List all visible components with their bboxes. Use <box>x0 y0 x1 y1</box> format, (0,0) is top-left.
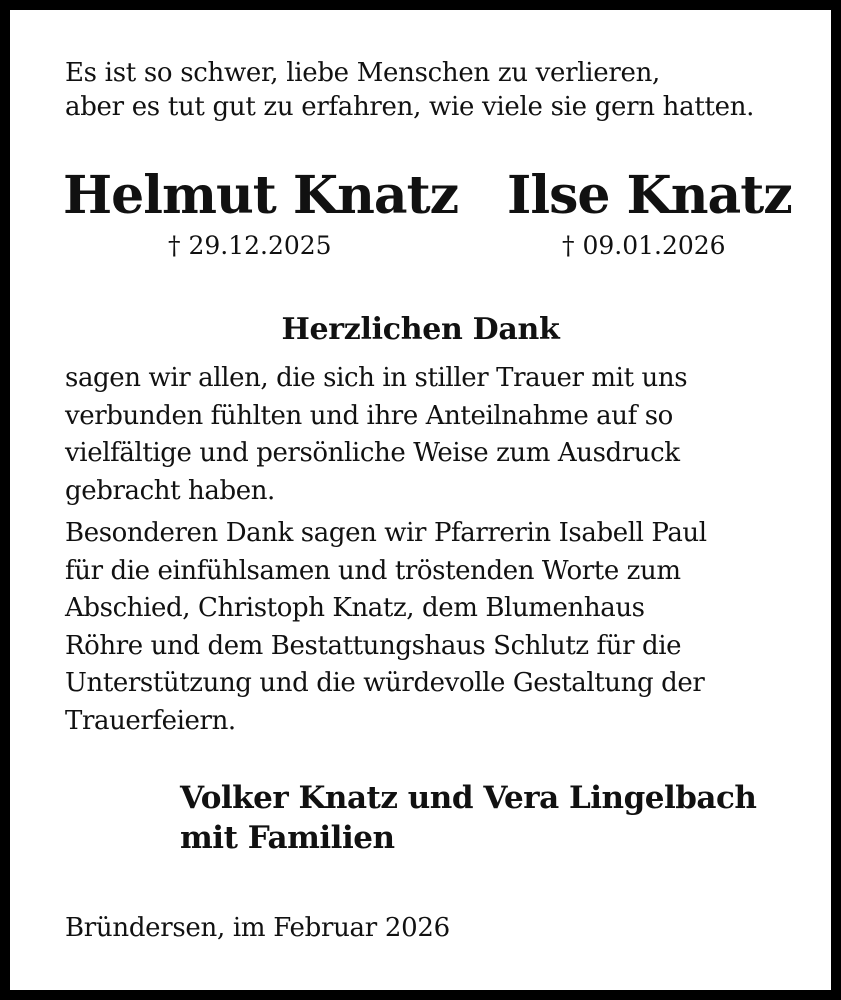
thanks-paragraph-2 <box>65 515 805 740</box>
paragraph-line: Trauerfeiern. <box>65 705 236 736</box>
motto <box>65 56 805 124</box>
place-date: Bründersen, im Februar 2026 <box>65 913 450 943</box>
motto-line: aber es tut gut zu erfahren, wie viele sie gern hatten. <box>65 92 755 122</box>
paragraph-line: sagen wir allen, die sich in stiller Trauer mit uns <box>65 363 688 393</box>
signers <box>180 778 756 858</box>
motto-line: Es ist so schwer, liebe Menschen zu verlieren, <box>65 58 660 88</box>
paragraph-line: verbunden fühlten und ihre Anteilnahme auf so <box>65 400 673 431</box>
paragraph-line: vielfältige und persönliche Weise zum Ausdruck <box>65 438 680 468</box>
thanks-paragraph-1 <box>65 360 805 510</box>
death-date-ilse: † 09.01.2026 <box>562 231 726 260</box>
deceased-name-ilse: Ilse Knatz <box>507 165 792 226</box>
death-date-helmut: † 29.12.2025 <box>168 231 332 260</box>
signers-line: mit Familien <box>180 820 395 856</box>
deceased-name-helmut: Helmut Knatz <box>63 165 459 226</box>
paragraph-line: für die einfühlsamen und tröstenden Worte zum <box>65 555 681 586</box>
paragraph-line: Röhre und dem Bestattungshaus Schlutz für die <box>65 630 682 661</box>
paragraph-line: Unterstützung und die würdevolle Gestaltung der <box>65 668 705 698</box>
paragraph-line: gebracht haben. <box>65 475 275 506</box>
paragraph-line: Abschied, Christoph Knatz, dem Blumenhaus <box>65 593 645 623</box>
signers-line: Volker Knatz und Vera Lingelbach <box>180 780 757 816</box>
thanks-heading: Herzlichen Dank <box>281 312 560 347</box>
paragraph-line: Besonderen Dank sagen wir Pfarrerin Isabell Paul <box>65 518 707 548</box>
